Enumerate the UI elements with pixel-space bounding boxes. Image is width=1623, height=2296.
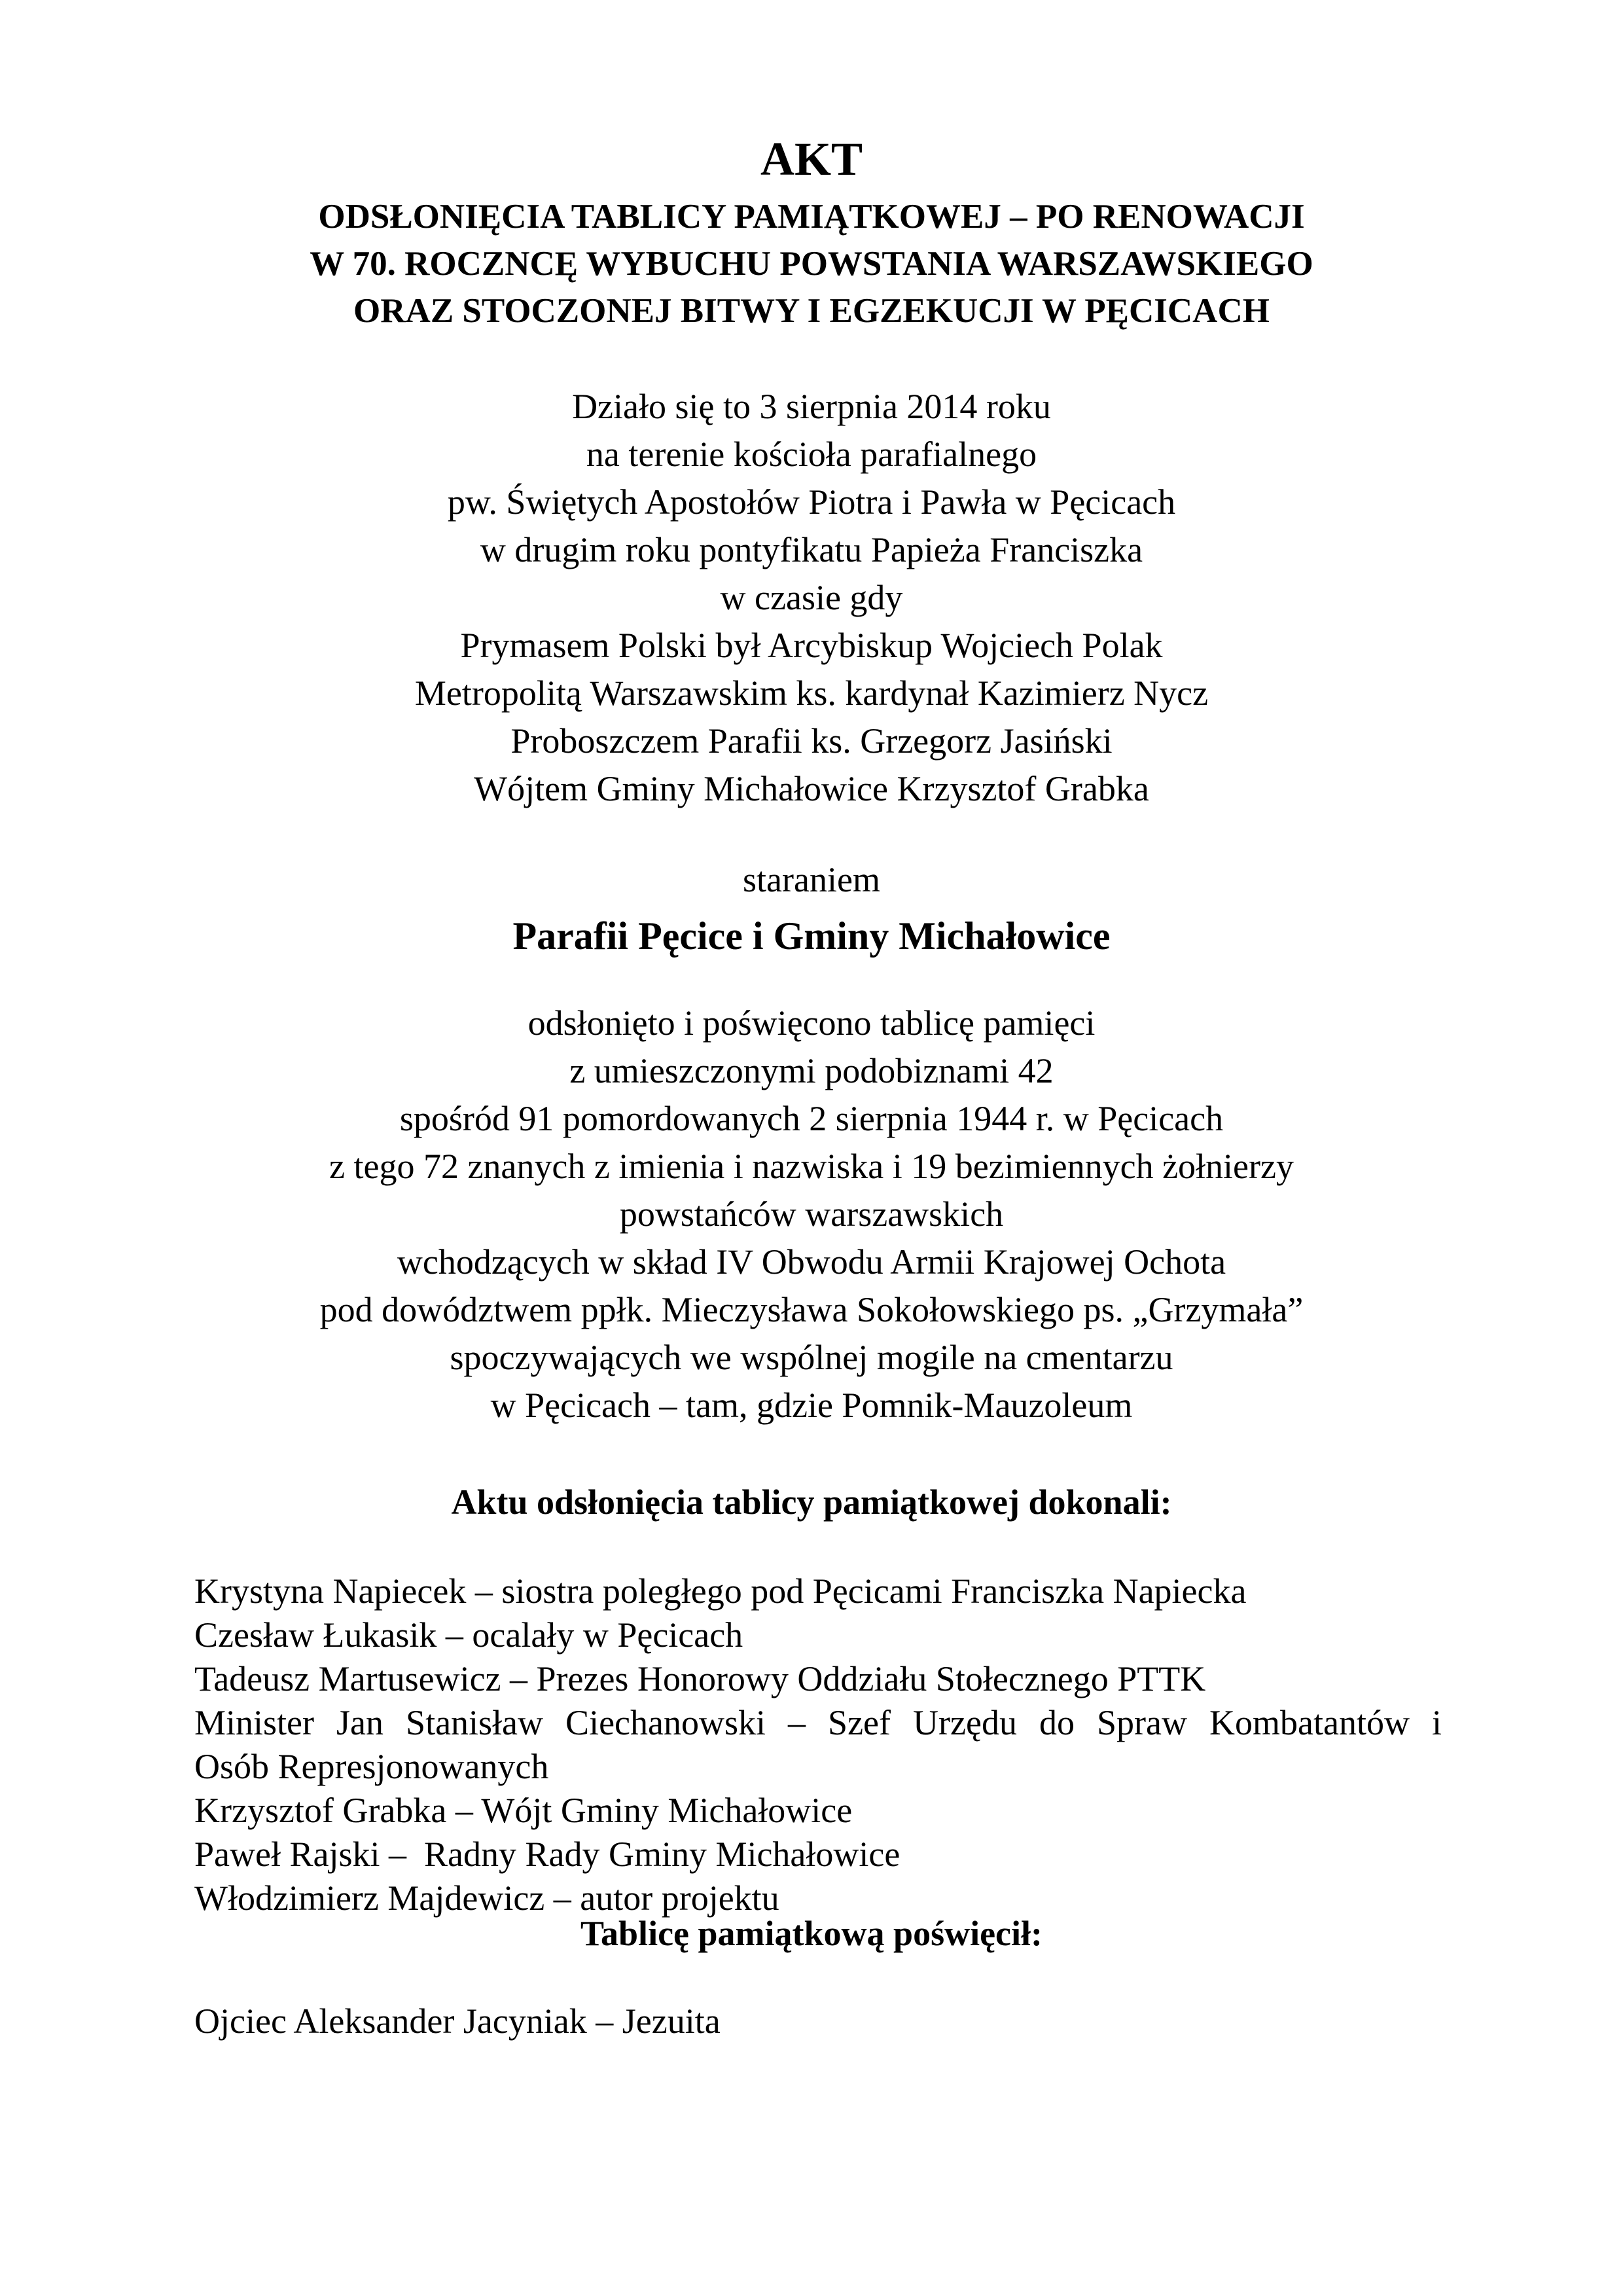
list-item: Czesław Łukasik – ocalały w Pęcicach [194, 1615, 743, 1655]
text-line: na terenie kościoła parafialnego [586, 435, 1037, 474]
staraniem-text: staraniem [743, 860, 880, 899]
list-item: Włodzimierz Majdewicz – autor projektu [194, 1878, 779, 1918]
text-line: powstańców warszawskich [619, 1194, 1004, 1234]
subtitle-line: ODSŁONIĘCIA TABLICY PAMIĄTKOWEJ – PO RENOWACJI [318, 198, 1305, 236]
list-item: Krzysztof Grabka – Wójt Gminy Michałowice [194, 1791, 853, 1830]
intro-paragraph [0, 383, 1623, 813]
text-line: Wójtem Gminy Michałowice Krzysztof Grabka [474, 769, 1149, 808]
text-line: z umieszczonymi podobiznami 42 [569, 1051, 1054, 1090]
text-line: w czasie gdy [720, 578, 903, 617]
text-line: spoczywających we wspólnej mogile na cmentarzu [450, 1338, 1173, 1377]
text-line: wchodzących w skład IV Obwodu Armii Krajowej Ochota [397, 1242, 1226, 1282]
memorial-paragraph [0, 999, 1623, 1429]
document-subtitle [0, 193, 1623, 334]
text-line: w Pęcicach – tam, gdzie Pomnik-Mauzoleum [490, 1386, 1133, 1425]
text-line: Metropolitą Warszawskim ks. kardynał Kazimierz Nycz [414, 673, 1209, 713]
text-line: Proboszczem Parafii ks. Grzegorz Jasiński [510, 721, 1113, 761]
list-item: Tadeusz Martusewicz – Prezes Honorowy Oddziału Stołecznego PTTK [194, 1659, 1206, 1698]
text-line: odsłonięto i poświęcono tablicę pamięci [527, 1003, 1096, 1043]
list-item: Paweł Rajski – Radny Rady Gminy Michałowice [194, 1835, 901, 1874]
blessed-by-text: Ojciec Aleksander Jacyniak – Jezuita [194, 2001, 721, 2041]
unveilers-list [194, 1570, 1442, 1920]
text-line: spośród 91 pomordowanych 2 sierpnia 1944 r. w Pęcicach [399, 1099, 1224, 1138]
organizers-heading: Parafii Pęcice i Gminy Michałowice [512, 914, 1111, 958]
blessing-heading: Tablicę pamiątkową poświęcił: [580, 1914, 1043, 1953]
subtitle-line: W 70. ROCZNCĘ WYBUCHU POWSTANIA WARSZAWSKIEGO [310, 245, 1313, 283]
list-item: Osób Represjonowanych [194, 1747, 549, 1786]
text-line: Prymasem Polski był Arcybiskup Wojciech Polak [460, 626, 1163, 665]
list-item: Minister Jan Stanisław Ciechanowski – Szef Urzędu do Spraw Kombatantów i [194, 1703, 1442, 1742]
unveilers-heading: Aktu odsłonięcia tablicy pamiątkowej dokonali: [451, 1482, 1172, 1522]
document-title: AKT [760, 133, 863, 185]
text-line: pw. Świętych Apostołów Piotra i Pawła w Pęcicach [447, 482, 1176, 522]
subtitle-line: ORAZ STOCZONEJ BITWY I EGZEKUCJI W PĘCICACH [353, 292, 1270, 330]
list-item: Krystyna Napiecek – siostra poległego pod Pęcicami Franciszka Napiecka [194, 1571, 1247, 1611]
text-line: Działo się to 3 sierpnia 2014 roku [572, 387, 1051, 426]
text-line: pod dowództwem ppłk. Mieczysława Sokołowskiego ps. „Grzymała” [319, 1290, 1304, 1329]
text-line: w drugim roku pontyfikatu Papieża Franciszka [480, 530, 1143, 569]
text-line: z tego 72 znanych z imienia i nazwiska i 19 bezimiennych żołnierzy [329, 1147, 1294, 1186]
